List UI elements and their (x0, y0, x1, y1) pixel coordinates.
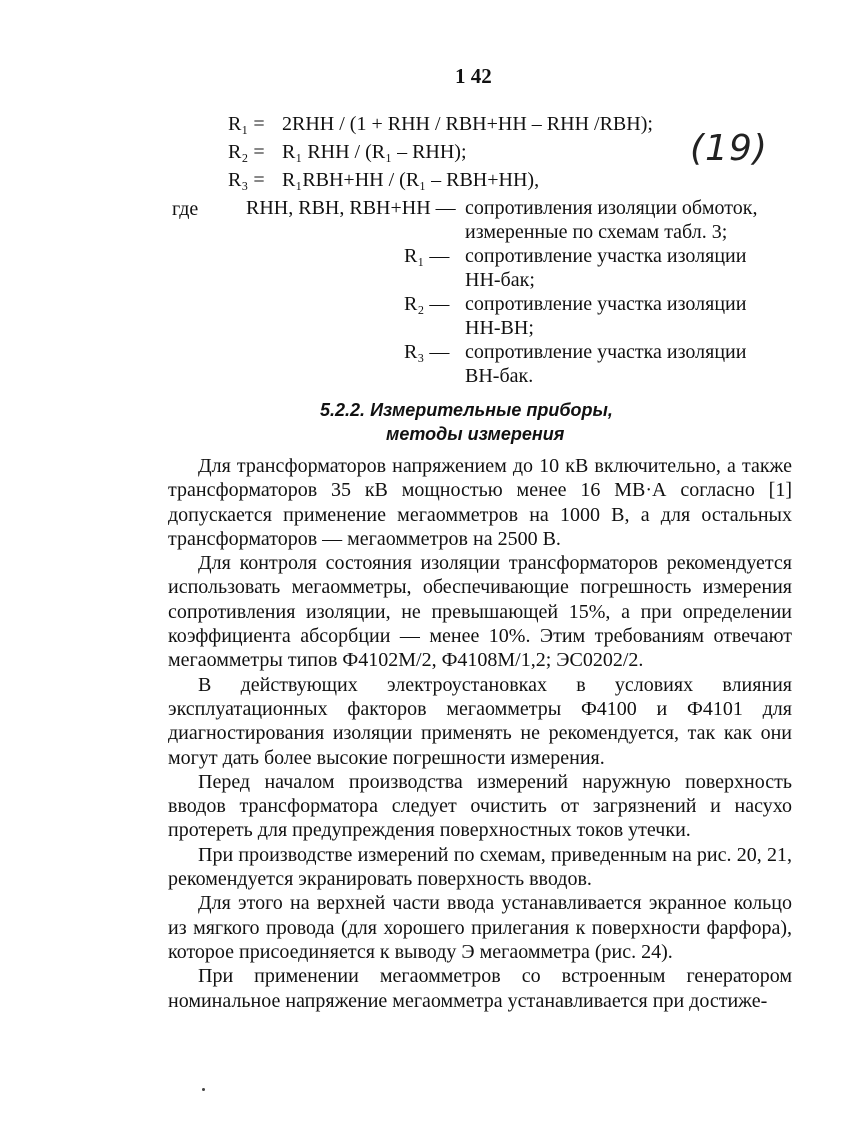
section-title-line1: Измерительные приборы, (370, 400, 613, 420)
section-heading (320, 398, 660, 446)
definition-text: сопротивление участка изоляции (465, 341, 747, 363)
section-number: 5.2.2. (320, 400, 366, 420)
formula-r1 (228, 110, 653, 138)
definition-text: сопротивление участка изоляции (465, 245, 747, 267)
definition-item (0, 292, 859, 340)
paragraph: Для этого на верхней части ввода устанавливается экранное кольцо из мягкого провода (для хорошего прилегания к поверхности фарфора), которое присоединяется к выводу Э мегаомметра (рис. 24). (168, 892, 792, 963)
definition-term: RНН, RВН, RВН+НН — (246, 197, 456, 219)
definition-item (0, 196, 859, 244)
definition-term: R₂ — (404, 293, 450, 315)
definition-term: R₁ — (404, 245, 450, 267)
definition-text: сопротивление участка изоляции (465, 293, 747, 315)
definition-continuation: ВН-бак. (465, 365, 534, 387)
definition-continuation: НН-ВН; (465, 317, 534, 339)
formula-rhs: R₁RВН+НН / (R₁ – RВН+НН), (282, 169, 540, 191)
formula-lhs: R₃ = (228, 169, 265, 191)
paragraph: Для контроля состояния изоляции трансформаторов рекомендуется использовать мегаомметры, обеспечивающие погрешность измерения сопротивления изоляции, не превышающей 15%, а при определении коэффициента абсорбции — менее 10%. Этим требованиям отвечают мегаомметры типов Ф4102М/2, Ф4108М/1,2; ЭС0202/2. (168, 552, 792, 672)
definition-term: R₃ — (404, 341, 450, 363)
where-label: где (172, 198, 199, 220)
formula-lhs: R₁ = (228, 113, 265, 135)
scan-speck (202, 1088, 205, 1091)
definition-item (0, 244, 859, 292)
definition-continuation: измеренные по схемам табл. 3; (465, 221, 728, 243)
formula-rhs: 2RНН / (1 + RНН / RВН+НН – RНН /RВН); (282, 113, 653, 135)
section-title-line2: методы измерения (386, 424, 565, 444)
paragraph: При производстве измерений по схемам, приведенным на рис. 20, 21, рекомендуется экранировать поверхность вводов. (168, 843, 792, 891)
formula-lhs: R₂ = (228, 141, 265, 163)
paragraph: В действующих электроустановках в условиях влияния эксплуатационных факторов мегаомметры Ф4100 и Ф4101 для диагностирования изоляции применять не рекомендуется, так как они могут дать более высокие погрешности измерения. (168, 673, 792, 769)
formula-block (228, 110, 653, 194)
formula-r3 (228, 166, 653, 194)
definition-continuation: НН-бак; (465, 269, 535, 291)
page-number: 1 42 (455, 64, 492, 88)
handwritten-equation-number: (19) (690, 128, 768, 169)
definition-item (0, 340, 859, 388)
body-text (168, 454, 792, 1013)
paragraph: При применении мегаомметров со встроенным генератором номинальное напряжение мегаомметра устанавливается при достиже- (168, 965, 792, 1012)
paragraph: Перед началом производства измерений наружную поверхность вводов трансформатора следует очистить от загрязнений и насухо протереть для предупреждения поверхностных токов утечки. (168, 770, 792, 842)
formula-r2 (228, 138, 653, 166)
definition-text: сопротивления изоляции обмоток, (465, 197, 758, 219)
paragraph: Для трансформаторов напряжением до 10 кВ включительно, а также трансформаторов 35 кВ мощностью менее 16 МВ·А согласно [1] допускается применение мегаомметров на 1000 В, а для остальных трансформаторов — мегаомметров на 2500 В. (168, 455, 792, 550)
formula-rhs: R₁ RНН / (R₁ – RНН); (282, 141, 467, 163)
